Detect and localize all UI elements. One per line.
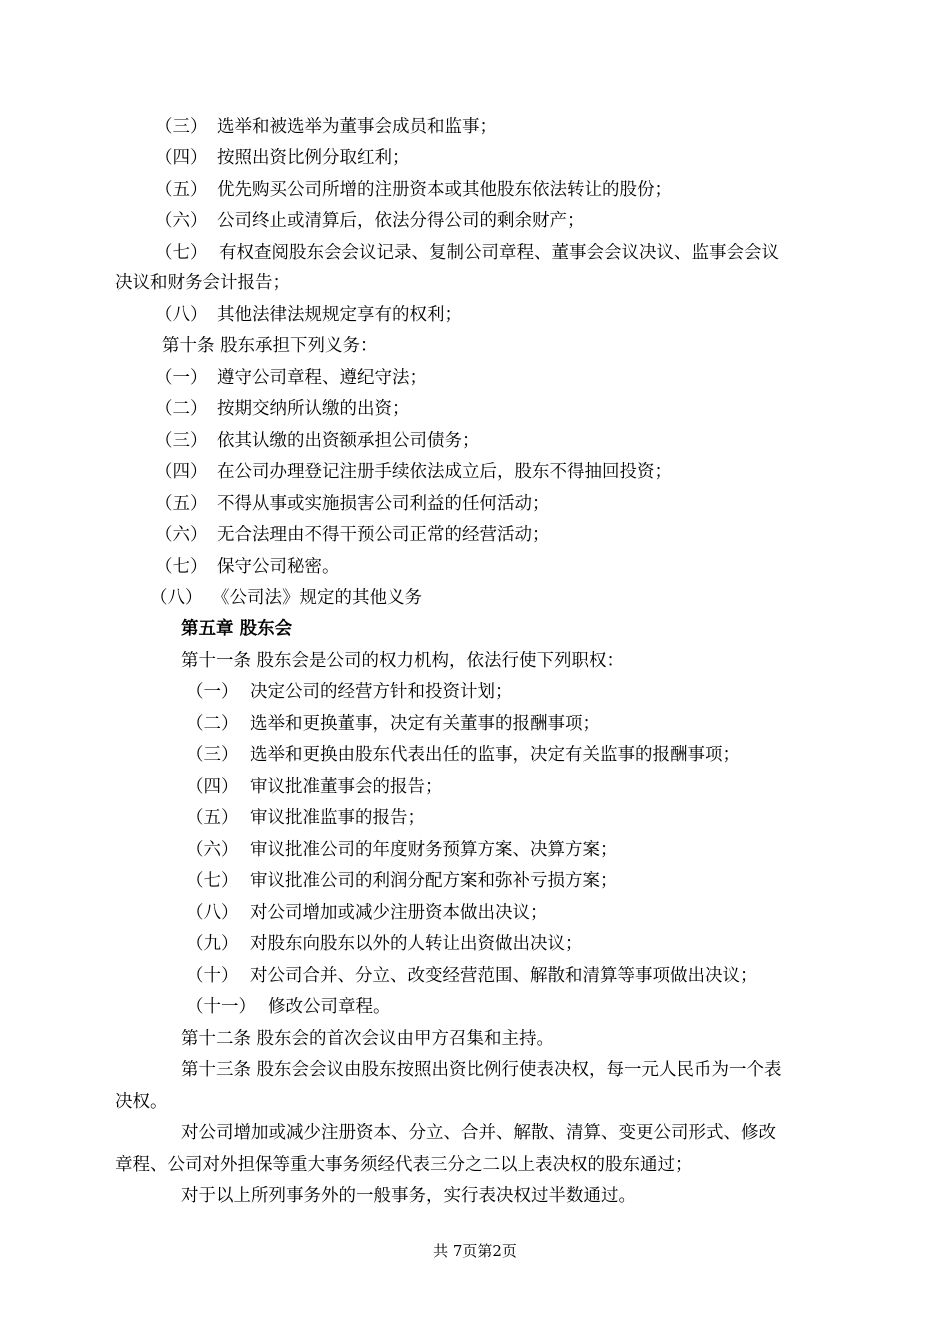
item-text: 不得从事或实施损害公司利益的任何活动； — [217, 494, 550, 514]
item-number: （八） — [155, 305, 208, 325]
article-11-heading: 第十一条 股东会是公司的权力机构，依法行使下列职权： — [181, 651, 625, 671]
item-text: 依其认缴的出资额承担公司债务； — [217, 431, 480, 451]
right-item-6 — [155, 209, 585, 233]
duty-item-8 — [150, 586, 422, 610]
page-footer: 共 7页第2页 — [433, 1242, 517, 1260]
right-item-5 — [155, 178, 672, 202]
item-text: 选举和更换由股东代表出任的监事，决定有关监事的报酬事项； — [250, 745, 740, 765]
item-number: （二） — [186, 714, 239, 734]
item-number: （六） — [186, 840, 239, 860]
item-text: 按期交纳所认缴的出资； — [217, 399, 410, 419]
item-text: 修改公司章程。 — [268, 997, 391, 1017]
item-text: 在公司办理登记注册手续依法成立后，股东不得抽回投资； — [217, 462, 672, 482]
item-number: （一） — [155, 368, 208, 388]
item-text: 对公司增加或减少注册资本做出决议； — [250, 903, 548, 923]
item-number: （三） — [155, 431, 208, 451]
major-matters-line-2: 章程、公司对外担保等重大事务须经代表三分之二以上表决权的股东通过； — [115, 1155, 693, 1175]
item-number: （二） — [155, 399, 208, 419]
right-item-3 — [155, 115, 497, 139]
item-text: 其他法律法规规定享有的权利； — [217, 305, 462, 325]
item-text: 无合法理由不得干预公司正常的经营活动； — [217, 525, 550, 545]
item-number: （十） — [186, 966, 239, 986]
duty-item-4 — [155, 460, 672, 484]
right-item-7-continuation: 决议和财务会计报告； — [115, 273, 290, 293]
item-number: （八） — [186, 903, 239, 923]
power-item-8 — [186, 901, 548, 925]
item-number: （六） — [155, 211, 208, 231]
article-13-line-2: 决权。 — [115, 1092, 168, 1112]
right-item-4 — [155, 146, 410, 170]
power-item-10 — [186, 964, 758, 988]
item-number: （七） — [155, 557, 208, 577]
power-item-9 — [186, 932, 583, 956]
duty-item-1 — [155, 366, 427, 390]
power-item-1 — [186, 680, 513, 704]
item-text: 对公司合并、分立、改变经营范围、解散和清算等事项做出决议； — [250, 966, 758, 986]
item-text: 审议批准公司的年度财务预算方案、决算方案； — [250, 840, 618, 860]
item-number: （八） — [150, 588, 203, 608]
item-text: 审议批准公司的利润分配方案和弥补亏损方案； — [250, 871, 618, 891]
power-item-4 — [186, 775, 443, 799]
item-number: （六） — [155, 525, 208, 545]
right-item-7 — [155, 241, 779, 265]
duty-item-2 — [155, 397, 410, 421]
power-item-11 — [186, 995, 391, 1019]
item-number: （一） — [186, 682, 239, 702]
item-text: 决定公司的经营方针和投资计划； — [250, 682, 513, 702]
power-item-6 — [186, 838, 618, 862]
item-number: （九） — [186, 934, 239, 954]
item-number: （七） — [155, 243, 208, 263]
duty-item-6 — [155, 523, 550, 547]
item-number: （十一） — [186, 997, 256, 1017]
duty-item-3 — [155, 429, 480, 453]
item-number: （三） — [155, 117, 208, 137]
duty-item-7 — [155, 555, 340, 579]
item-text: 有权查阅股东会会议记录、复制公司章程、董事会会议决议、监事会会议 — [219, 243, 779, 263]
item-text: 选举和更换董事，决定有关董事的报酬事项； — [250, 714, 600, 734]
item-text: 遵守公司章程、遵纪守法； — [217, 368, 427, 388]
item-text: 对股东向股东以外的人转让出资做出决议； — [250, 934, 583, 954]
item-text: 按照出资比例分取红利； — [217, 148, 410, 168]
item-number: （三） — [186, 745, 239, 765]
item-number: （四） — [155, 462, 208, 482]
item-number: （七） — [186, 871, 239, 891]
item-text: 审议批准董事会的报告； — [250, 777, 443, 797]
item-text: 《公司法》规定的其他义务 — [212, 588, 422, 608]
item-text: 公司终止或清算后，依法分得公司的剩余财产； — [217, 211, 585, 231]
right-item-8 — [155, 303, 462, 327]
chapter-5-heading: 第五章 股东会 — [181, 619, 293, 639]
article-12: 第十二条 股东会的首次会议由甲方召集和主持。 — [181, 1029, 555, 1049]
item-number: （五） — [186, 808, 239, 828]
item-text: 优先购买公司所增的注册资本或其他股东依法转让的股份； — [217, 180, 672, 200]
general-matters: 对于以上所列事务外的一般事务，实行表决权过半数通过。 — [181, 1186, 636, 1206]
item-text: 保守公司秘密。 — [217, 557, 340, 577]
item-text: 选举和被选举为董事会成员和监事； — [217, 117, 497, 137]
power-item-5 — [186, 806, 425, 830]
article-10-heading: 第十条 股东承担下列义务： — [162, 336, 378, 356]
power-item-2 — [186, 712, 600, 736]
item-number: （四） — [155, 148, 208, 168]
major-matters-line-1: 对公司增加或减少注册资本、分立、合并、解散、清算、变更公司形式、修改 — [181, 1123, 776, 1143]
duty-item-5 — [155, 492, 550, 516]
item-number: （五） — [155, 180, 208, 200]
item-text: 审议批准监事的报告； — [250, 808, 425, 828]
power-item-3 — [186, 743, 740, 767]
article-13-line-1: 第十三条 股东会会议由股东按照出资比例行使表决权，每一元人民币为一个表 — [181, 1060, 782, 1080]
power-item-7 — [186, 869, 618, 893]
item-number: （四） — [186, 777, 239, 797]
item-number: （五） — [155, 494, 208, 514]
